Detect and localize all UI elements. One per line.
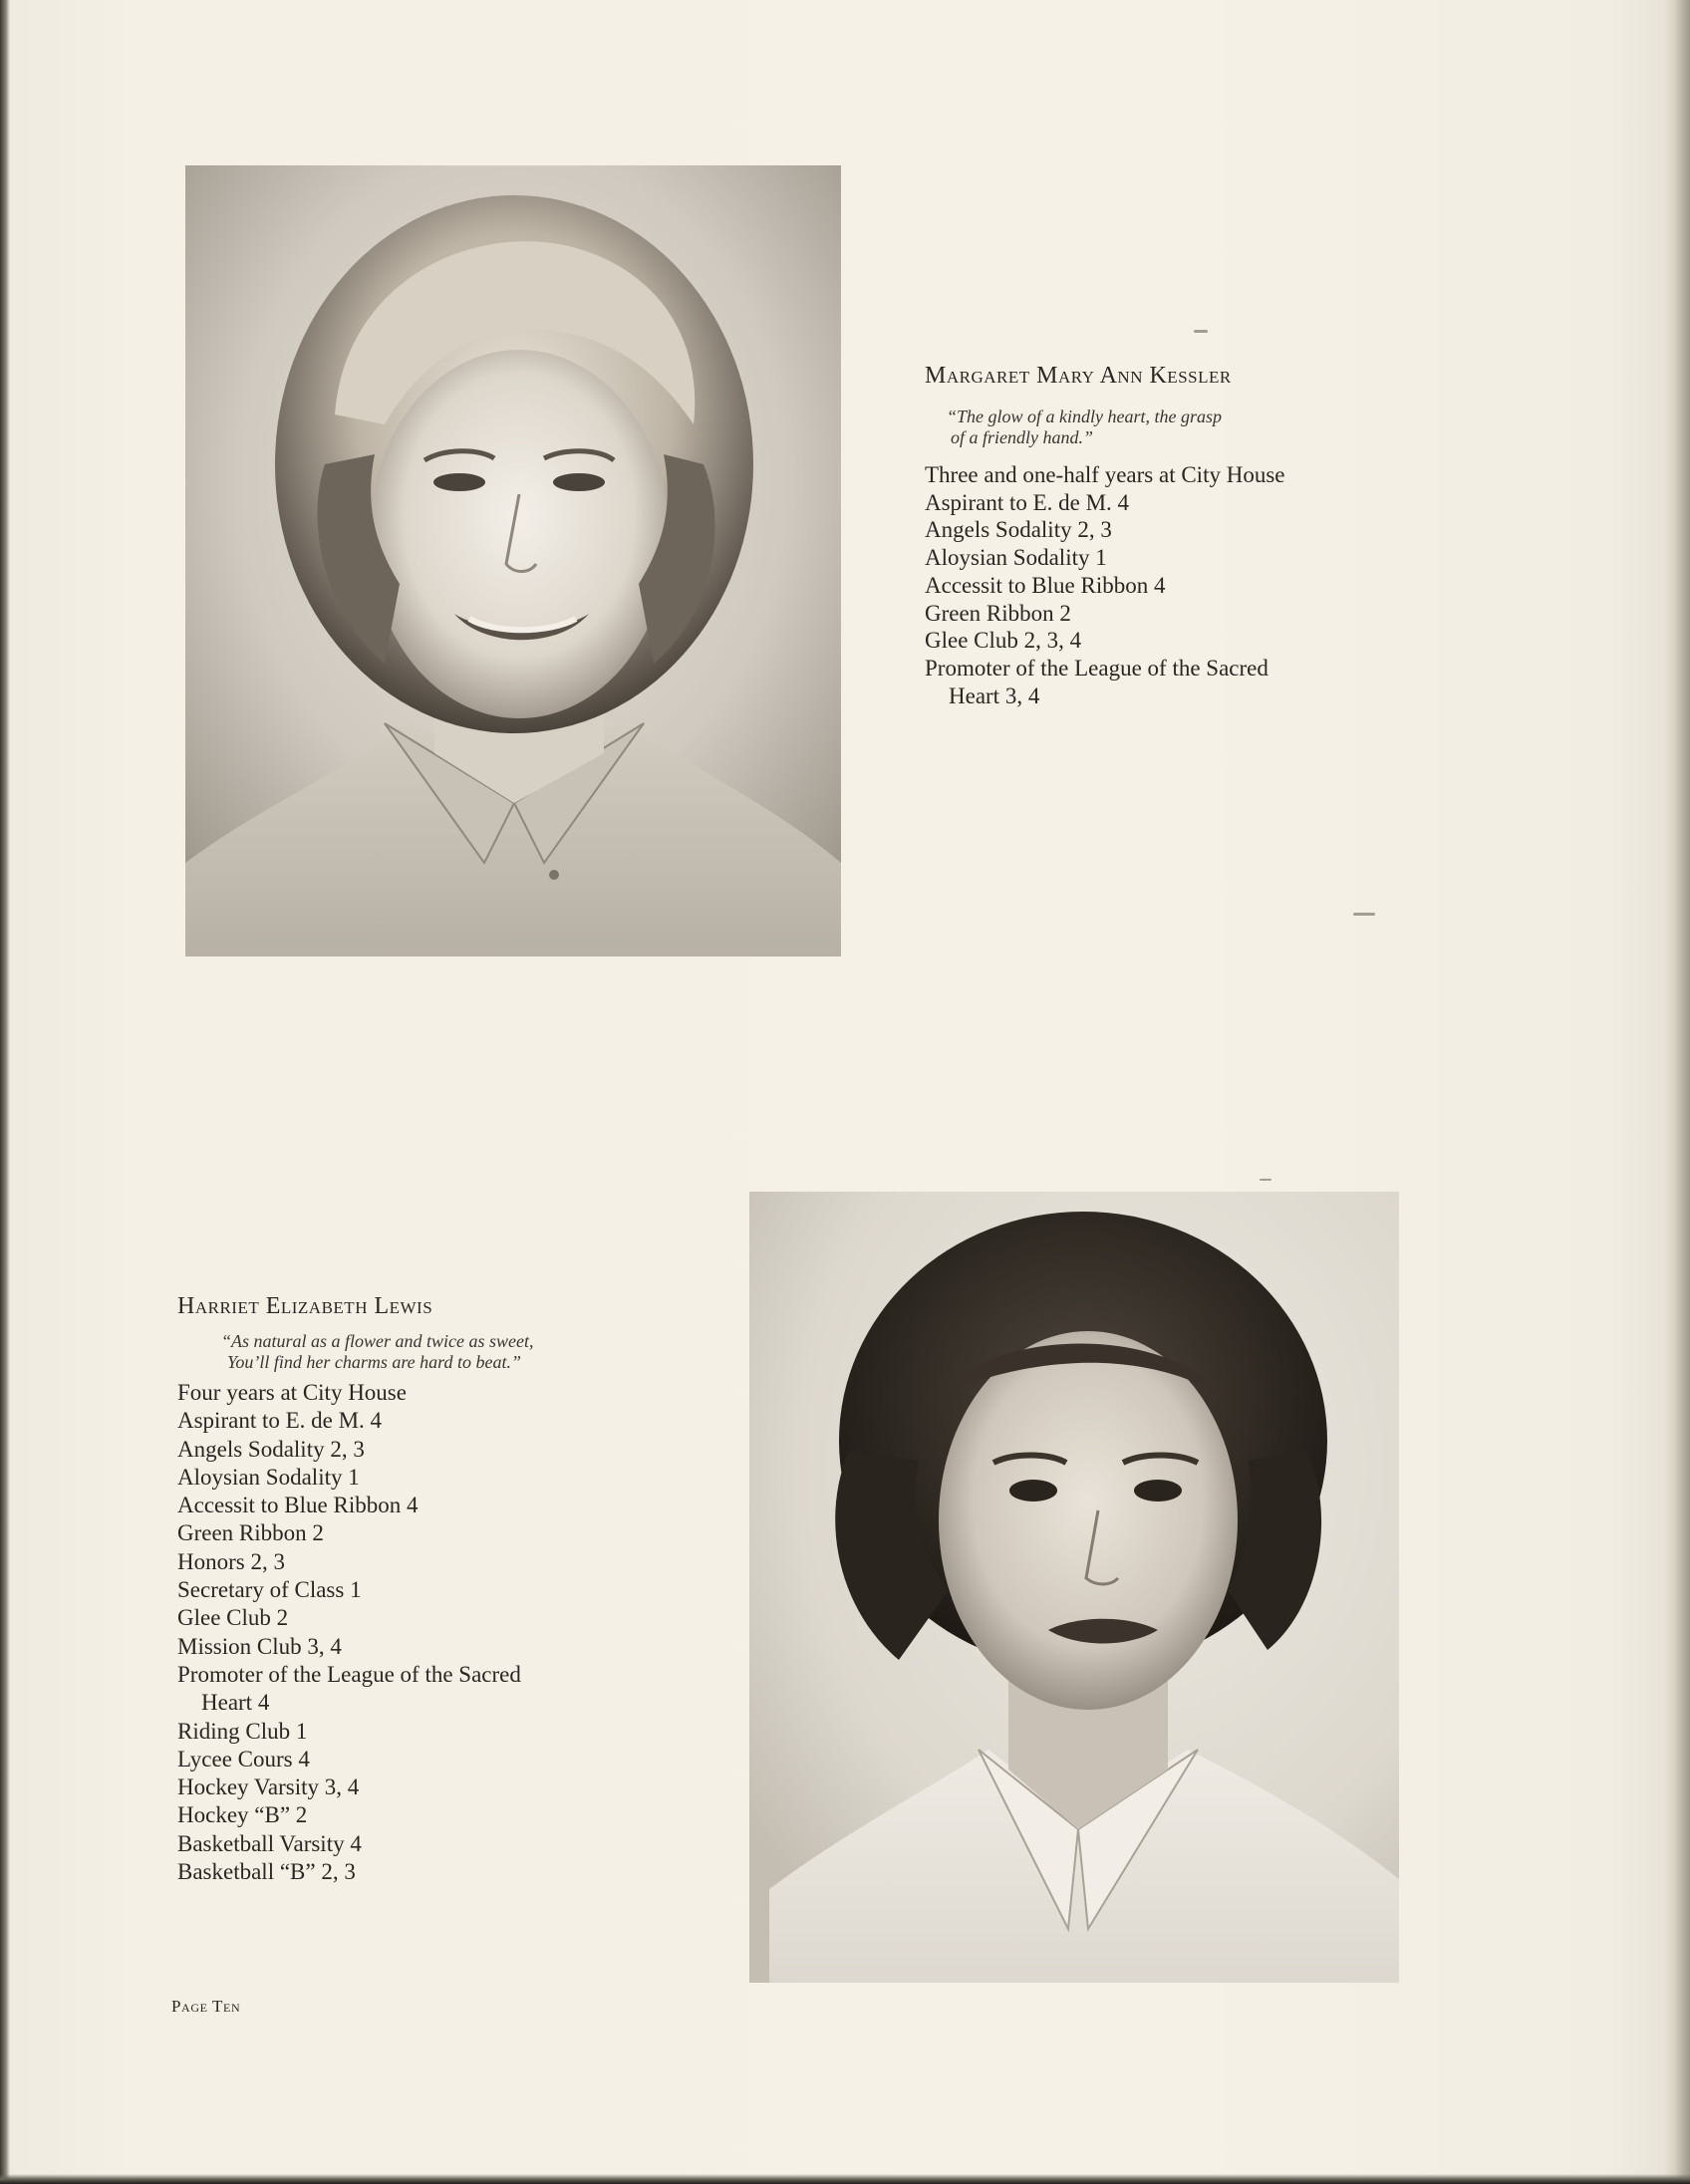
- activity-item: Glee Club 2: [177, 1605, 289, 1631]
- activity-item: Aspirant to E. de M. 4: [925, 489, 1130, 515]
- activity-item: Green Ribbon 2: [177, 1520, 324, 1546]
- activity-item: Accessit to Blue Ribbon 4: [177, 1493, 419, 1518]
- activity-item: Aloysian Sodality 1: [177, 1464, 360, 1490]
- activity-item: Riding Club 1: [177, 1718, 308, 1744]
- page-bottom-shadow: [0, 2174, 1690, 2184]
- paper-speck: [1194, 330, 1208, 333]
- quote-line: “The glow of a kindly heart, the grasp: [947, 407, 1222, 426]
- activity-item: Accessit to Blue Ribbon 4: [925, 572, 1166, 598]
- activity-item: Mission Club 3, 4: [177, 1633, 342, 1659]
- page-edge-shadow: [1664, 0, 1690, 2184]
- page-number: Page Ten: [171, 1997, 241, 2016]
- page-binding-shadow: [0, 0, 10, 2184]
- activity-list-lewis: [177, 1379, 521, 1886]
- activity-item-continued: Heart 4: [201, 1690, 270, 1716]
- activity-item: Promoter of the League of the Sacred: [177, 1661, 521, 1687]
- activity-item: Basketball “B” 2, 3: [177, 1859, 356, 1885]
- student-name-lewis: Harriet Elizabeth Lewis: [177, 1293, 433, 1319]
- activity-item: Angels Sodality 2, 3: [177, 1436, 365, 1462]
- activity-item: Promoter of the League of the Sacred: [925, 655, 1268, 681]
- paper-speck: [1353, 913, 1375, 916]
- activity-list-kessler: [925, 461, 1284, 709]
- quote-line: “As natural as a flower and twice as sweet,: [221, 1331, 534, 1351]
- student-quote-kessler: [947, 407, 1222, 448]
- quote-line: of a friendly hand.”: [951, 427, 1093, 447]
- student-quote-lewis: [221, 1331, 534, 1373]
- activity-item: Hockey Varsity 3, 4: [177, 1774, 360, 1800]
- student-name-kessler: Margaret Mary Ann Kessler: [925, 363, 1232, 389]
- activity-item-continued: Heart 3, 4: [949, 682, 1040, 708]
- activity-item: Honors 2, 3: [177, 1548, 285, 1574]
- activity-item: Hockey “B” 2: [177, 1802, 308, 1828]
- activity-item: Secretary of Class 1: [177, 1577, 362, 1603]
- portrait-photo-kessler: [185, 165, 841, 956]
- paper-speck: [1260, 1179, 1271, 1181]
- activity-item: Aloysian Sodality 1: [925, 545, 1107, 571]
- activity-item: Basketball Varsity 4: [177, 1830, 362, 1856]
- activity-item: Aspirant to E. de M. 4: [177, 1408, 383, 1434]
- activity-item: Lycee Cours 4: [177, 1746, 310, 1772]
- portrait-photo-lewis: [749, 1192, 1399, 1983]
- quote-line: You’ll find her charms are hard to beat.”: [227, 1352, 522, 1372]
- activity-item: Green Ribbon 2: [925, 600, 1071, 626]
- activity-item: Angels Sodality 2, 3: [925, 517, 1112, 543]
- activity-item: Four years at City House: [177, 1380, 407, 1405]
- activity-item: Glee Club 2, 3, 4: [925, 628, 1082, 654]
- activity-item: Three and one-half years at City House: [925, 462, 1285, 487]
